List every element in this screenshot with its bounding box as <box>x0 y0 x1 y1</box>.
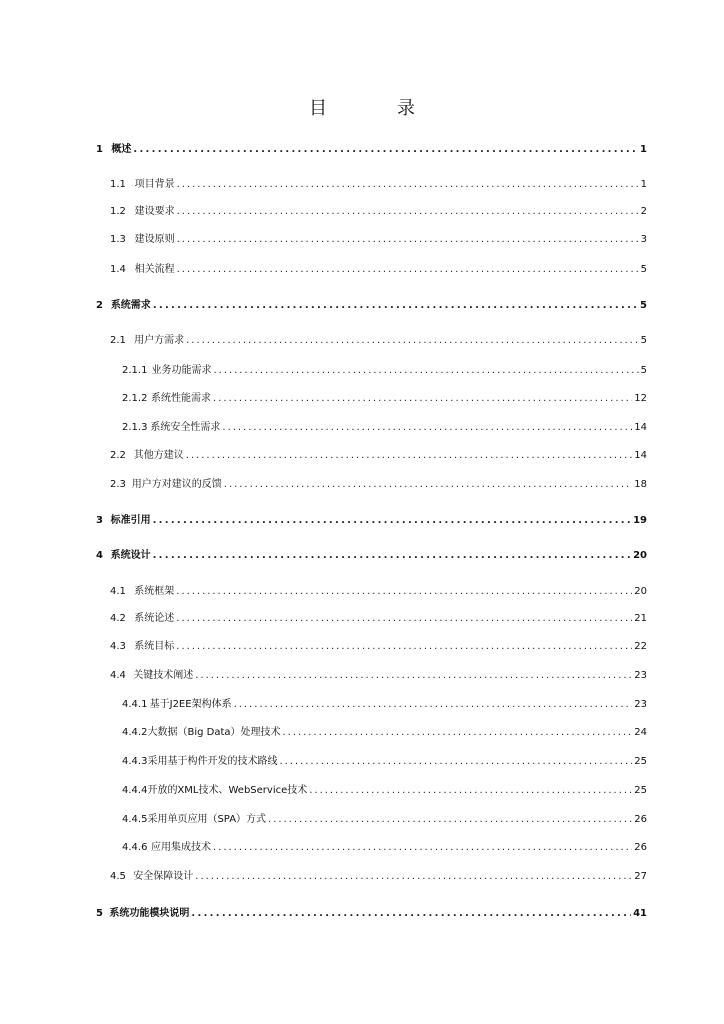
toc-entry[interactable] <box>96 905 647 921</box>
toc-entry-page: 22 <box>634 641 647 652</box>
toc-entry-page: 23 <box>634 699 647 710</box>
toc-entry-title: 开放的XML技术、WebService技术 <box>147 785 308 796</box>
toc-entry[interactable] <box>122 811 647 827</box>
toc-entry-number: 4.4.3 <box>122 756 148 767</box>
toc-entry-title: 相关流程 <box>134 264 175 275</box>
toc-entry-title: 采用基于构件开发的技术路线 <box>147 756 278 767</box>
toc-entry-number: 3 <box>96 515 103 526</box>
toc-entry-page: 5 <box>640 264 647 275</box>
toc-entry[interactable] <box>96 547 647 563</box>
toc-entry-number: 2.1.2 <box>122 393 148 404</box>
toc-entry-title: 业务功能需求 <box>151 365 212 376</box>
toc-entry-number: 2.1.1 <box>122 365 148 376</box>
toc-entry-page: 5 <box>640 300 647 311</box>
toc-entry[interactable] <box>122 724 647 740</box>
toc-entry-number: 4.3 <box>110 641 126 652</box>
toc-leader-dots <box>176 585 632 599</box>
toc-entry[interactable] <box>110 610 647 626</box>
toc-entry-number: 2.2 <box>110 450 126 461</box>
toc-entry[interactable] <box>122 390 647 406</box>
toc-entry-title: 其他方建议 <box>133 450 184 461</box>
toc-entry-number: 4.4.6 <box>122 842 148 853</box>
toc-leader-dots <box>153 514 631 528</box>
toc-entry[interactable] <box>110 332 647 348</box>
toc-entry[interactable] <box>122 753 647 769</box>
toc-title-char-1: 目 <box>309 98 327 119</box>
toc-entry-page: 27 <box>634 871 647 882</box>
toc-entry-number: 1.1 <box>110 179 126 190</box>
toc-leader-dots <box>191 907 631 921</box>
toc-entry[interactable] <box>122 839 647 855</box>
toc-leader-dots <box>153 549 631 563</box>
toc-leader-dots <box>186 449 632 463</box>
toc-entry-number: 2.1 <box>110 335 126 346</box>
toc-entry-page: 1 <box>640 144 647 155</box>
toc-entry-number: 1.4 <box>110 264 126 275</box>
toc-entry-page: 26 <box>634 842 647 853</box>
toc-leader-dots <box>195 669 632 683</box>
toc-entry-title: 系统框架 <box>134 586 175 597</box>
toc-entry-page: 14 <box>634 450 647 461</box>
toc-entry-number: 4 <box>96 550 103 561</box>
toc-entry-page: 23 <box>634 670 647 681</box>
toc-entry-page: 12 <box>634 393 647 404</box>
toc-entry-number: 4.4 <box>110 670 126 681</box>
toc-entry-page: 25 <box>634 785 647 796</box>
toc-leader-dots <box>186 334 639 348</box>
toc-leader-dots <box>153 299 638 313</box>
toc-title-char-2: 录 <box>397 98 415 119</box>
toc-leader-dots <box>177 233 639 247</box>
toc-leader-dots <box>222 421 632 435</box>
toc-entry-number: 4.2 <box>110 613 126 624</box>
toc-entry-number: 4.4.4 <box>122 785 148 796</box>
toc-leader-dots <box>213 392 632 406</box>
toc-entry-number: 1.2 <box>110 206 126 217</box>
toc-leader-dots <box>234 698 633 712</box>
toc-entry[interactable] <box>110 203 647 219</box>
toc-entry-page: 21 <box>634 613 647 624</box>
toc-leader-dots <box>279 755 632 769</box>
toc-entry[interactable] <box>110 476 647 492</box>
toc-entry[interactable] <box>110 868 647 884</box>
toc-entry-page: 2 <box>640 206 647 217</box>
toc-entry[interactable] <box>96 512 647 528</box>
toc-entry-number: 1.3 <box>110 234 126 245</box>
toc-entry-title: 系统目标 <box>134 641 175 652</box>
toc-entry-title: 系统性能需求 <box>151 393 212 404</box>
toc-entry[interactable] <box>110 638 647 654</box>
toc-leader-dots <box>213 364 638 378</box>
toc-entry-title: 系统论述 <box>134 613 175 624</box>
toc-entry-page: 1 <box>640 179 647 190</box>
toc-leader-dots <box>283 726 633 740</box>
toc-entry-number: 2 <box>96 300 103 311</box>
toc-entry-page: 18 <box>634 479 647 490</box>
toc-entry-title: 应用集成技术 <box>151 842 212 853</box>
toc-leader-dots <box>213 841 632 855</box>
toc-entry-title: 概述 <box>111 144 132 155</box>
toc-entry-page: 3 <box>640 234 647 245</box>
toc-leader-dots <box>268 813 632 827</box>
toc-entry[interactable] <box>110 667 647 683</box>
toc-entry-title: 关键技术阐述 <box>133 670 194 681</box>
toc-entry-title: 系统设计 <box>110 550 151 561</box>
toc-leader-dots <box>224 478 632 492</box>
toc-entry[interactable] <box>110 231 647 247</box>
toc-leader-dots <box>177 205 639 219</box>
toc-entry-title: 标准引用 <box>110 515 151 526</box>
toc-entry-number: 4.4.5 <box>122 814 148 825</box>
toc-leader-dots <box>133 143 638 157</box>
toc-entry-number: 4.4.1 <box>122 699 148 710</box>
toc-title <box>0 94 724 120</box>
toc-entry-number: 1 <box>96 144 103 155</box>
toc-entry-title: 系统需求 <box>110 300 151 311</box>
toc-entry-title: 大数据（Big Data）处理技术 <box>147 727 281 738</box>
toc-entry[interactable] <box>110 447 647 463</box>
toc-entry[interactable] <box>96 297 647 313</box>
toc-entry-number: 2.1.3 <box>122 422 148 433</box>
toc-entry[interactable] <box>110 176 647 192</box>
toc-entry-title: 系统安全性需求 <box>150 422 221 433</box>
toc-entry-page: 14 <box>634 422 647 433</box>
toc-leader-dots <box>176 640 632 654</box>
toc-entry-title: 建设要求 <box>134 206 175 217</box>
toc-leader-dots <box>195 870 632 884</box>
toc-entry-page: 26 <box>634 814 647 825</box>
toc-entry-number: 4.4.2 <box>122 727 148 738</box>
toc-leader-dots <box>176 612 632 626</box>
toc-entry-page: 20 <box>634 586 647 597</box>
toc-leader-dots <box>177 178 639 192</box>
toc-entry[interactable] <box>110 583 647 599</box>
toc-entry-number: 4.1 <box>110 586 126 597</box>
toc-entry-page: 5 <box>640 365 647 376</box>
toc-entry-page: 5 <box>640 335 647 346</box>
toc-entry[interactable] <box>122 782 647 798</box>
toc-leader-dots <box>177 263 639 277</box>
toc-entry[interactable] <box>96 141 647 157</box>
toc-entry-title: 基于J2EE架构体系 <box>149 699 232 710</box>
toc-entry-title: 安全保障设计 <box>133 871 194 882</box>
toc-entry-title: 建设原则 <box>134 234 175 245</box>
toc-leader-dots <box>309 784 632 798</box>
toc-entry-title: 用户方对建议的反馈 <box>131 479 222 490</box>
toc-entry-page: 20 <box>633 550 647 561</box>
toc-entry-page: 19 <box>633 515 647 526</box>
toc-entry-title: 系统功能模块说明 <box>109 908 190 919</box>
toc-entry[interactable] <box>122 419 647 435</box>
toc-entry-number: 2.3 <box>110 479 126 490</box>
toc-entry-number: 5 <box>96 908 103 919</box>
toc-entry-title: 采用单页应用（SPA）方式 <box>147 814 267 825</box>
toc-entry[interactable] <box>122 362 647 378</box>
toc-entry[interactable] <box>110 261 647 277</box>
toc-entry-number: 4.5 <box>110 871 126 882</box>
toc-entry-page: 25 <box>634 756 647 767</box>
toc-entry-title: 用户方需求 <box>134 335 185 346</box>
toc-entry[interactable] <box>122 696 647 712</box>
toc-entry-title: 项目背景 <box>134 179 175 190</box>
toc-entry-page: 24 <box>634 727 647 738</box>
toc-entry-page: 41 <box>633 908 647 919</box>
